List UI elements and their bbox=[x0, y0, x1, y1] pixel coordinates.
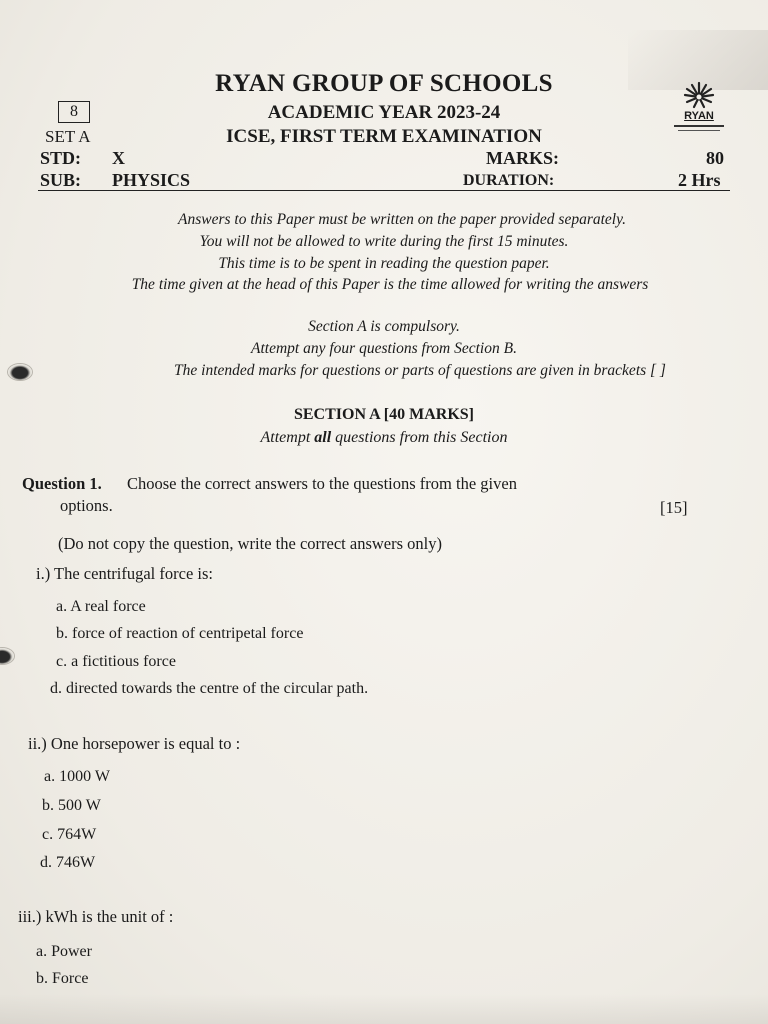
academic-year: ACADEMIC YEAR 2023-24 bbox=[267, 102, 501, 123]
answer-option: b. force of reaction of centripetal force bbox=[56, 625, 304, 642]
scan-shadow-bottom bbox=[0, 994, 768, 1024]
subquestion-label: ii.) One horsepower is equal to : bbox=[28, 734, 241, 753]
header-rule bbox=[38, 190, 730, 191]
paper-number-box: 8 bbox=[58, 101, 90, 123]
instruction-line: Answers to this Paper must be written on the paper provided separately. bbox=[177, 211, 627, 228]
duration-value: 2 Hrs bbox=[678, 170, 721, 190]
instruction-line: You will not be allowed to write during the first 15 minutes. bbox=[199, 233, 569, 250]
exam-name: ICSE, FIRST TERM EXAMINATION bbox=[226, 126, 542, 147]
std-value: X bbox=[112, 148, 125, 168]
sunburst-icon bbox=[670, 80, 728, 110]
punch-hole bbox=[0, 648, 14, 664]
question-text-continued: options. bbox=[60, 496, 113, 515]
instruction-line: This time is to be spent in reading the question paper. bbox=[218, 255, 550, 272]
logo-divider bbox=[674, 125, 724, 127]
answer-option: b. Force bbox=[36, 970, 89, 987]
section-subtitle bbox=[0, 429, 768, 447]
subject-label: SUB: bbox=[40, 170, 82, 190]
section-subtitle-bold: all bbox=[314, 429, 332, 446]
set-label: SET A bbox=[45, 127, 91, 146]
answer-option: c. a fictitious force bbox=[56, 653, 176, 670]
punch-hole bbox=[8, 364, 32, 380]
instruction-line: The time given at the head of this Paper is the time allowed for writing the answers bbox=[131, 276, 649, 293]
answer-option: a. 1000 W bbox=[44, 768, 110, 785]
answer-option: b. 500 W bbox=[42, 797, 101, 814]
section-subtitle-pre: Attempt bbox=[260, 429, 315, 446]
answer-option: a. Power bbox=[36, 943, 92, 960]
duration-label: DURATION: bbox=[463, 172, 555, 189]
subject-value: PHYSICS bbox=[112, 170, 191, 190]
section-title: SECTION A [40 MARKS] bbox=[293, 406, 475, 423]
question-text: Choose the correct answers to the questions from the given bbox=[127, 474, 517, 493]
logo-divider bbox=[678, 130, 720, 131]
instruction-line: Section A is compulsory. bbox=[308, 318, 460, 335]
school-logo bbox=[670, 80, 728, 136]
instruction-line: Attempt any four questions from Section B. bbox=[251, 340, 517, 357]
marks-value: 80 bbox=[706, 148, 724, 168]
question-marks: [15] bbox=[660, 498, 688, 517]
marks-label: MARKS: bbox=[486, 148, 559, 168]
subquestion-label: i.) The centrifugal force is: bbox=[36, 564, 213, 583]
school-name: RYAN GROUP OF SCHOOLS bbox=[215, 70, 553, 97]
std-label: STD: bbox=[40, 148, 82, 168]
answer-option: a. A real force bbox=[56, 598, 146, 615]
answer-option: c. 764W bbox=[42, 826, 97, 843]
section-subtitle-post: questions from this Section bbox=[331, 429, 508, 446]
instruction-line: The intended marks for questions or parts of questions are given in brackets [ ] bbox=[174, 362, 666, 379]
subquestion-label: iii.) kWh is the unit of : bbox=[18, 907, 174, 926]
answer-option: d. 746W bbox=[40, 854, 96, 871]
answer-option: d. directed towards the centre of the circular path. bbox=[50, 680, 369, 697]
logo-text: RYAN bbox=[684, 110, 714, 122]
question-note: (Do not copy the question, write the correct answers only) bbox=[58, 534, 442, 553]
question-label: Question 1. bbox=[22, 474, 102, 493]
